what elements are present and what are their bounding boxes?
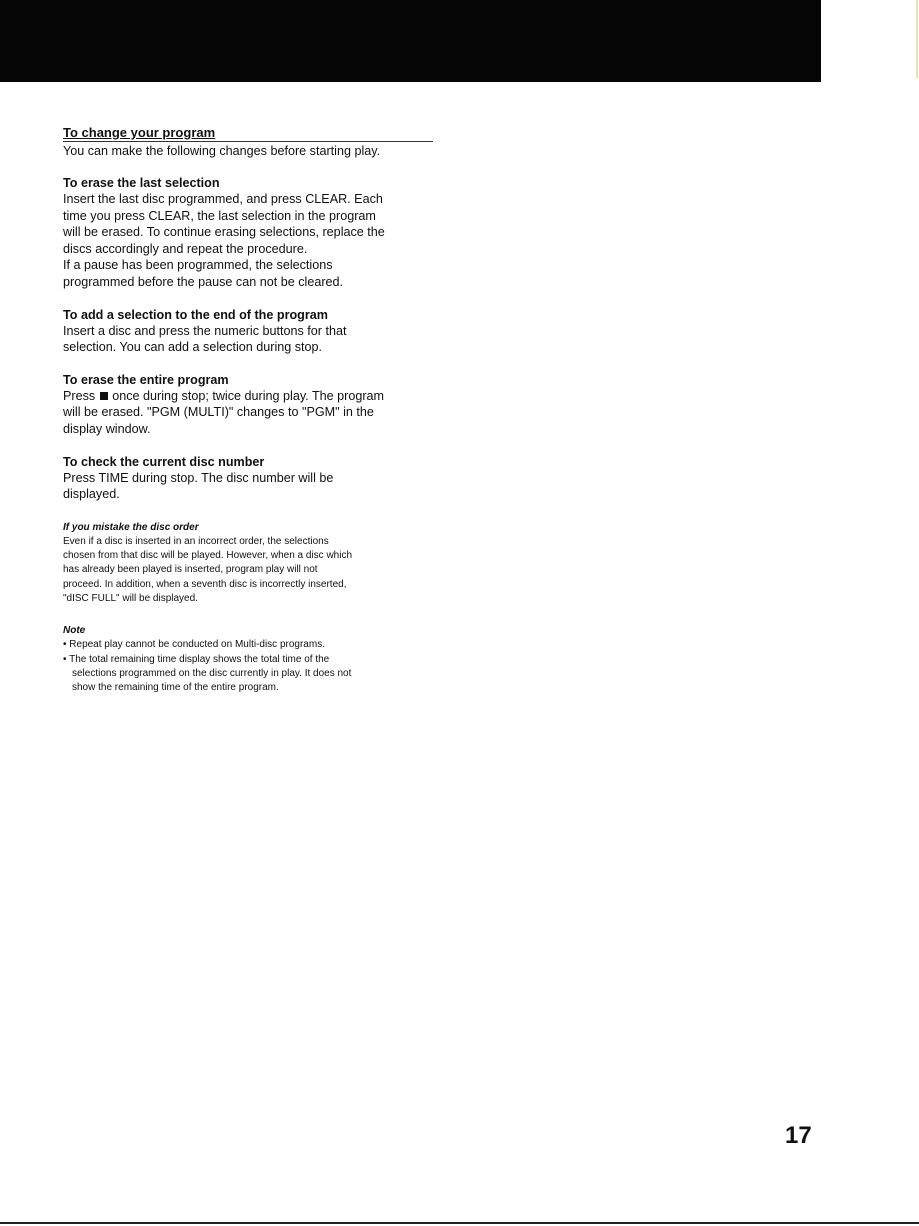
add-selection-text: Insert a disc and press the numeric buttons for that selection. You can add a selection during stop. <box>63 323 347 355</box>
note-section <box>63 624 433 695</box>
check-disc-number-section <box>63 454 433 503</box>
intro-text: You can make the following changes before starting play. <box>63 144 381 158</box>
stop-square-icon <box>100 392 108 400</box>
erase-last-selection-heading: To erase the last selection <box>63 176 220 190</box>
note-item: • Repeat play cannot be conducted on Multi-disc programs. <box>63 639 325 651</box>
mistake-disc-order-text: Even if a disc is inserted in an incorrect order, the selections chosen from that disc will be played. However, when a disc which has already been played is inserted, program play will not proceed. In addition, when a seventh disc is incorrectly inserted, "dISC FULL" will be displayed. <box>63 535 353 604</box>
erase-entire-program-heading: To erase the entire program <box>63 372 229 387</box>
check-disc-number-text: Press TIME during stop. The disc number will be displayed. <box>63 470 334 502</box>
check-disc-number-heading: To check the current disc number <box>63 454 265 469</box>
note-heading: Note <box>63 625 86 637</box>
erase-last-selection-section <box>63 175 433 291</box>
manual-content <box>63 124 433 695</box>
erase-entire-program-text: Press once during stop; twice during play. The program will be erased. "PGM (MULTI)" changes to "PGM" in the display window. <box>63 388 385 436</box>
edge-mark <box>916 0 918 78</box>
page-number: 17 <box>785 1122 812 1149</box>
section-title: To change your program <box>63 124 433 142</box>
erase-last-line: Insert the last disc programmed, and press CLEAR. Each time you press CLEAR, the last selection in the program will be erased. To continue erasing selections, replace the discs accordingly and repeat the procedure. If a pause has been programmed, the selections programmed before the pause can not be cleared. <box>63 192 385 289</box>
add-selection-section <box>63 307 433 356</box>
mistake-disc-order-section <box>63 521 433 606</box>
note-list <box>63 638 433 695</box>
header-black-band <box>0 0 821 82</box>
note-item: • The total remaining time display shows the total time of the selections programmed on the disc currently in play. It does not show the remaining time of the entire program. <box>63 653 352 694</box>
add-selection-heading: To add a selection to the end of the program <box>63 307 328 322</box>
bottom-rule <box>0 1222 919 1224</box>
erase-entire-program-section <box>63 372 433 438</box>
mistake-disc-order-heading: If you mistake the disc order <box>63 521 199 533</box>
